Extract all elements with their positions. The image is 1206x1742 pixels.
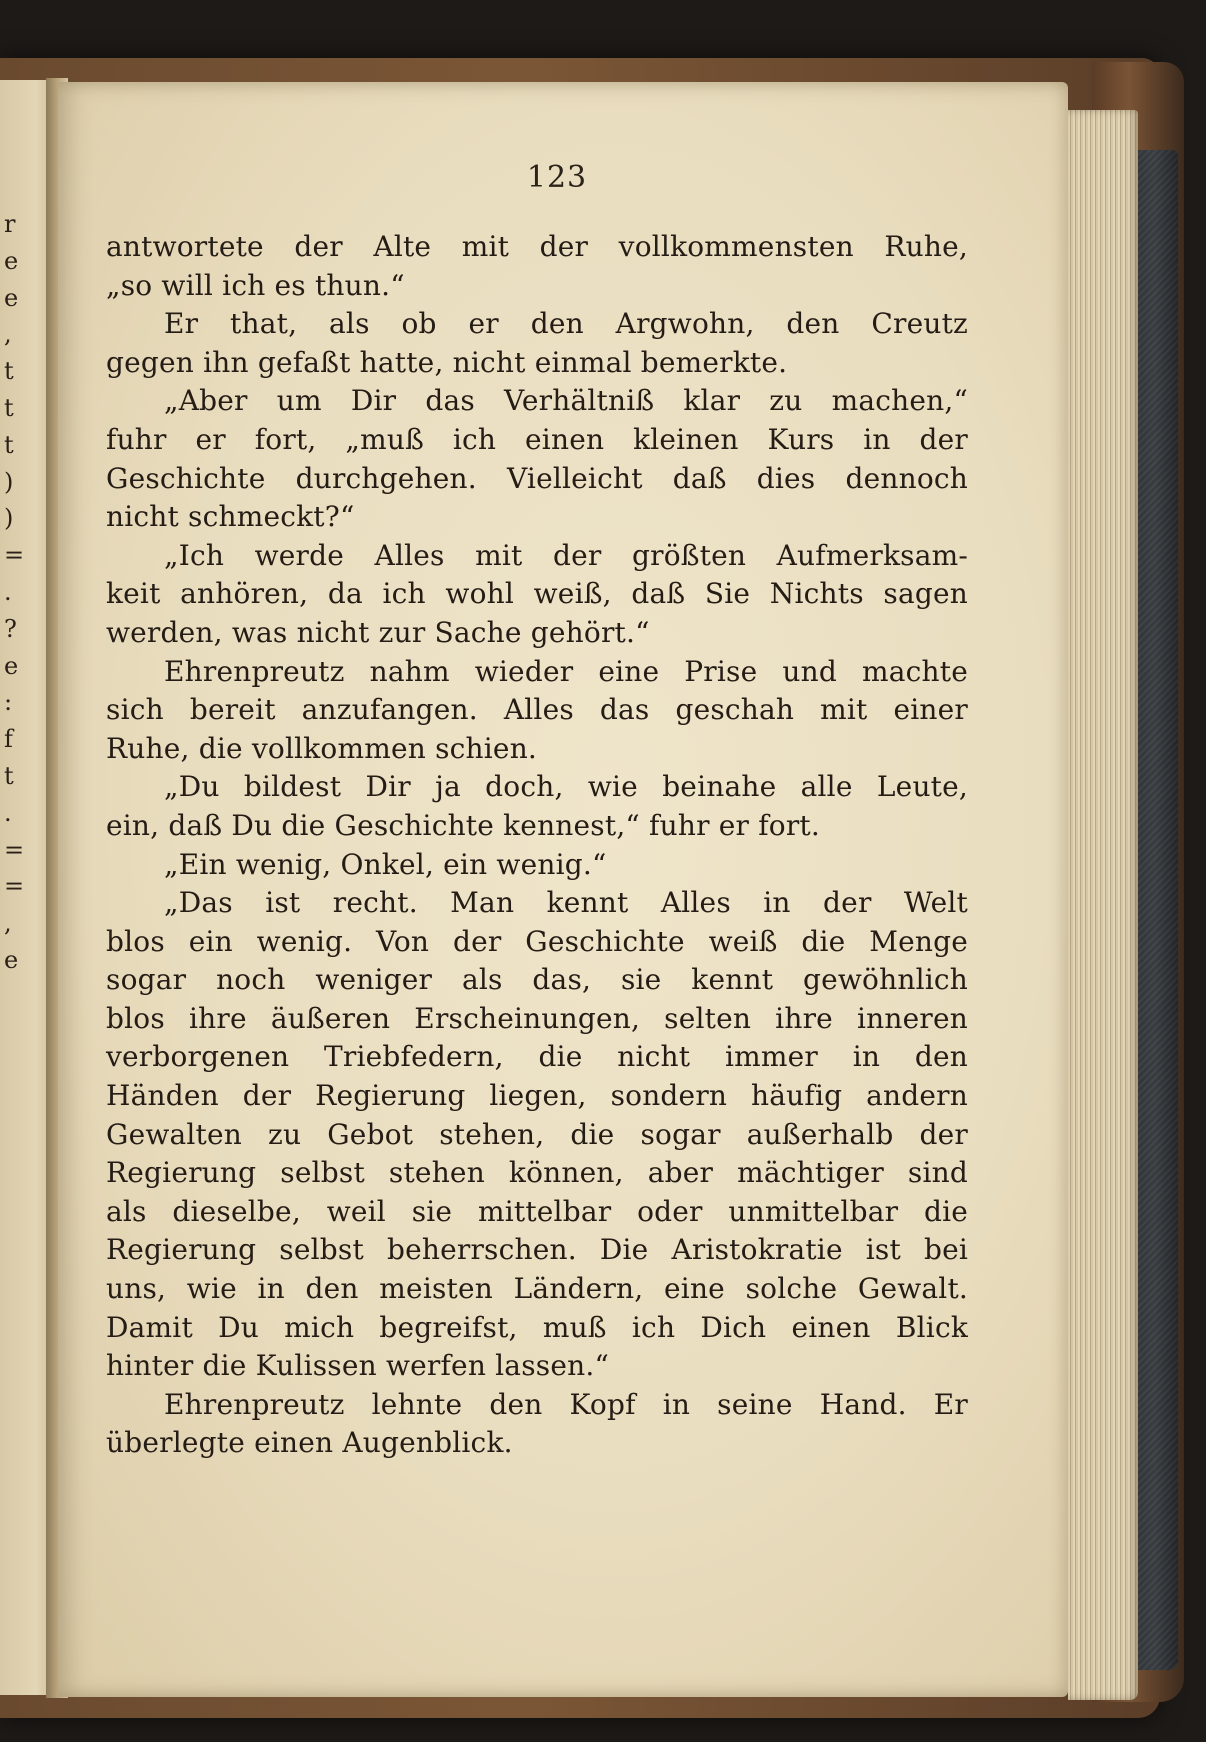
text-line: Ehrenpreutz nahm wieder eine Prise und machte [164,654,968,688]
text-line: uns, wie in den meisten Ländern, eine solche Gewalt. [106,1272,968,1306]
previous-page-fragment: r [4,210,16,238]
text-line: überlegte einen Augenblick. [106,1426,513,1460]
text-line: „Ich werde Alles mit der größten Aufmerksam- [164,538,968,572]
text-line: Damit Du mich begreifst, muß ich Dich einen Blick [106,1310,968,1344]
text-line: gegen ihn gefaßt hatte, nicht einmal bemerkte. [106,345,788,379]
text-line: blos ein wenig. Von der Geschichte weiß die Menge [106,924,968,958]
previous-page-fragment: e [4,946,19,974]
text-line: verborgenen Triebfedern, die nicht immer in den [106,1040,968,1074]
previous-page-fragment: , [4,320,12,349]
text-line: „Ein wenig, Onkel, ein wenig.“ [164,847,607,881]
text-line: blos ihre äußeren Erscheinungen, selten ihre inneren [106,1001,968,1035]
previous-page-fragment: = [4,872,25,901]
text-line: Ehrenpreutz lehnte den Kopf in seine Hand. Er [164,1387,968,1421]
book-page [58,82,1068,1697]
previous-page-fragment: t [4,430,14,459]
previous-page-fragment: t [4,394,14,422]
previous-page-fragment: e [4,283,19,312]
previous-page-fragment: . [4,798,12,827]
text-line: antwortete der Alte mit der vollkommensten Ruhe, [106,230,968,263]
text-line: werden, was nicht zur Sache gehört.“ [106,615,650,649]
text-line: sogar noch weniger als das, sie kennt gewöhnlich [106,963,968,997]
page-text [106,228,968,1463]
previous-page-fragment: , [4,909,12,938]
previous-page-fragment: : [4,688,13,717]
previous-page-fragment: ? [4,614,17,643]
text-line: Ruhe, die vollkommen schien. [106,731,538,765]
text-line: „so will ich es thun.“ [106,268,405,302]
text-line: Gewalten zu Gebot stehen, die sogar außerhalb der [106,1117,968,1151]
text-line: als dieselbe, weil sie mittelbar oder unmittelbar die [106,1194,968,1228]
page-block-edges [1068,110,1138,1700]
text-line: „Aber um Dir das Verhältniß klar zu machen,“ [164,384,968,418]
text-line: hinter die Kulissen werfen lassen.“ [106,1349,609,1383]
previous-page-fragment: t [4,762,14,790]
text-line: fuhr er fort, „muß ich einen kleinen Kurs in der [106,422,968,456]
text-line: Er that, als ob er den Argwohn, den Creutz [164,307,968,341]
page-number: 123 [526,160,588,195]
text-line: ein, daß Du die Geschichte kennest,“ fuhr er fort. [106,808,820,842]
text-line: sich bereit anzufangen. Alles das geschah mit einer [106,693,968,727]
text-line: Regierung selbst stehen können, aber mächtiger sind [106,1156,968,1190]
text-line: keit anhören, da ich wohl weiß, daß Sie Nichts sagen [106,577,968,611]
previous-page-fragment: ) [4,504,14,533]
text-line: Regierung selbst beherrschen. Die Aristokratie ist bei [106,1233,968,1267]
previous-page-fragment: e [4,651,19,680]
text-line: nicht schmeckt?“ [106,500,355,534]
text-line: Geschichte durchgehen. Vielleicht daß dies dennoch [106,461,968,495]
previous-page-fragment: ) [4,467,14,496]
previous-page-fragment: . [4,578,12,606]
previous-page-fragment: t [4,357,14,386]
text-line: „Das ist recht. Man kennt Alles in der Welt [164,886,968,920]
previous-page-fragment: = [4,541,25,570]
text-line: „Du bildest Dir ja doch, wie beinahe alle Leute, [164,770,968,804]
previous-page-fragment: = [4,835,25,864]
previous-page-fragment: e [4,246,19,275]
previous-page-fragment: f [4,725,13,754]
text-line: Händen der Regierung liegen, sondern häufig andern [106,1079,968,1113]
